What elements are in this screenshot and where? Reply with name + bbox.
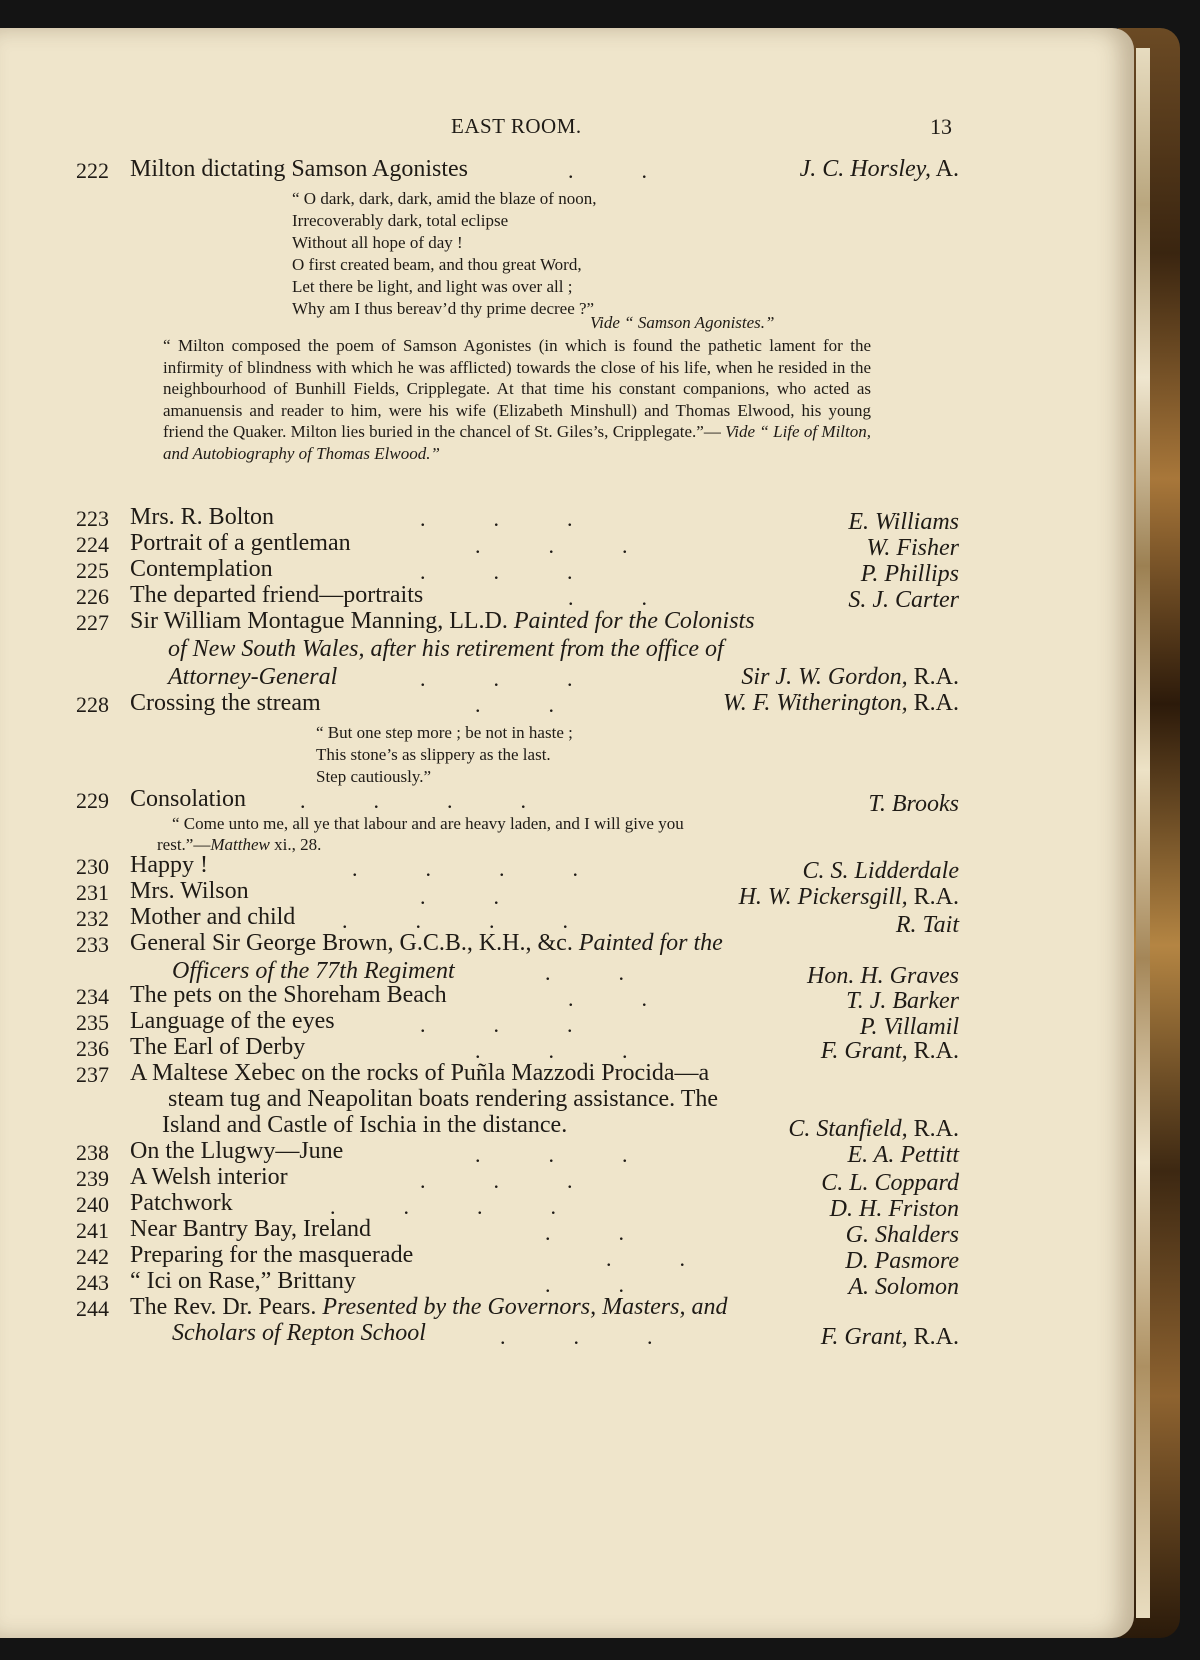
entry-artist: A. Solomon — [848, 1274, 959, 1300]
entry-title: Near Bantry Bay, Ireland — [130, 1216, 372, 1242]
leader-dots: .. — [545, 1272, 692, 1297]
entry-artist: E. A. Pettitt — [847, 1142, 959, 1168]
entry-title: The Earl of Derby — [130, 1034, 306, 1060]
entry-number: 237 — [76, 1062, 109, 1087]
entry-title: Happy ! — [130, 852, 208, 878]
entry-number: 231 — [76, 880, 109, 905]
leader-dots: ... — [475, 1038, 696, 1063]
entry-number: 222 — [76, 158, 109, 183]
entry-title: General Sir George Brown, G.C.B., K.H., &c. Painted for the — [130, 930, 723, 956]
entry-artist: W. Fisher — [866, 535, 959, 561]
leader-dots: .. — [568, 158, 715, 183]
entry-artist: C. S. Lidderdale — [802, 858, 959, 884]
entry-number: 232 — [76, 906, 109, 931]
entry-number: 240 — [76, 1192, 109, 1217]
entry-title-continued: Officers of the 77th Regiment — [172, 958, 455, 984]
entry-artist: H. W. Pickersgill, R.A. — [738, 884, 959, 910]
running-header: EAST ROOM. — [451, 114, 582, 138]
entry-artist: R. Tait — [895, 912, 959, 938]
entry-number: 224 — [76, 532, 109, 557]
entry-title: The pets on the Shoreham Beach — [130, 982, 447, 1008]
entry-number: 238 — [76, 1140, 109, 1165]
entry-title-continued: Attorney-General — [168, 664, 338, 690]
entry-number: 235 — [76, 1010, 109, 1035]
entry-title: The Rev. Dr. Pears. Presented by the Governors, Masters, and — [130, 1294, 728, 1320]
entry-title: Crossing the stream — [130, 690, 321, 716]
entry-artist: W. F. Witherington, R.A. — [722, 690, 959, 716]
consolation-quote: “ Come unto me, all ye that labour and are heavy laden, and I will give you — [172, 814, 684, 833]
entry-artist: P. Phillips — [860, 561, 959, 587]
entry-number: 223 — [76, 506, 109, 531]
entry-artist: Hon. H. Graves — [807, 963, 959, 989]
leader-dots: ... — [420, 1168, 641, 1193]
entry-title: Mrs. Wilson — [130, 878, 249, 904]
entry-title: Mrs. R. Bolton — [130, 504, 275, 530]
leader-dots: ... — [420, 666, 641, 691]
entry-title: Sir William Montague Manning, LL.D. Painted for the Colonists — [130, 608, 755, 634]
entry-number: 228 — [76, 692, 109, 717]
entry-number: 234 — [76, 984, 109, 1009]
marbled-page-edge — [1136, 48, 1150, 1618]
leader-dots: .. — [545, 1220, 692, 1245]
entry-title: Mother and child — [130, 904, 296, 930]
entry-artist: C. L. Coppard — [821, 1170, 959, 1196]
entry-title: The departed friend—portraits — [130, 582, 424, 608]
entry-number: 233 — [76, 932, 109, 957]
leader-dots: ... — [475, 1142, 696, 1167]
entry-artist: F. Grant, R.A. — [820, 1324, 959, 1350]
entry-artist: T. J. Barker — [846, 988, 959, 1014]
entry-title-continued: Scholars of Repton School — [172, 1320, 426, 1346]
leader-dots: ... — [500, 1324, 721, 1349]
entry-title: “ Ici on Rase,” Brittany — [130, 1268, 356, 1294]
entry-title: Consolation — [130, 786, 247, 812]
entry-title-continued: of New South Wales, after his retirement from the office of — [168, 636, 724, 662]
leader-dots: .... — [352, 856, 646, 881]
leader-dots: .... — [330, 1194, 624, 1219]
entry-title-continued: steam tug and Neapolitan boats rendering assistance. The — [168, 1086, 719, 1112]
entry-number: 244 — [76, 1296, 109, 1321]
leader-dots: .... — [342, 908, 636, 933]
entry-artist: F. Grant, R.A. — [820, 1038, 959, 1064]
entry-title: A Welsh interior — [130, 1164, 288, 1190]
entry-number: 230 — [76, 854, 109, 879]
entry-number: 241 — [76, 1218, 109, 1243]
leader-dots: ... — [475, 533, 696, 558]
entry-title: Contemplation — [130, 556, 273, 582]
leader-dots: .. — [568, 585, 715, 610]
entry-title: Preparing for the masquerade — [130, 1242, 414, 1268]
entry-artist: E. Williams — [848, 509, 959, 535]
entry-number: 227 — [76, 610, 109, 635]
entry-number: 239 — [76, 1166, 109, 1191]
entry-artist: D. H. Friston — [829, 1196, 959, 1222]
entry-title: Language of the eyes — [130, 1008, 335, 1034]
entry-title: Patchwork — [130, 1190, 233, 1216]
entry-artist: S. J. Carter — [848, 587, 959, 613]
entry-artist: D. Pasmore — [845, 1248, 959, 1274]
entry-number: 226 — [76, 584, 109, 609]
leader-dots: .. — [475, 692, 622, 717]
leader-dots: .. — [420, 884, 567, 909]
entry-artist: C. Stanfield, R.A. — [788, 1116, 959, 1142]
leader-dots: .. — [568, 986, 715, 1011]
leader-dots: ... — [420, 1012, 641, 1037]
milton-vide: Vide “ Samson Agonistes.” — [590, 313, 775, 332]
entry-artist: J. C. Horsley, A. — [799, 156, 959, 182]
consolation-quote-end: rest.”—Matthew xi., 28. — [157, 835, 322, 854]
catalogue-page — [0, 28, 1134, 1638]
page-number: 13 — [930, 114, 952, 139]
entry-title: Portrait of a gentleman — [130, 530, 351, 556]
entry-artist: G. Shalders — [845, 1222, 959, 1248]
leader-dots: .. — [606, 1246, 753, 1271]
entry-number: 236 — [76, 1036, 109, 1061]
leader-dots: ... — [420, 559, 641, 584]
entry-title: Milton dictating Samson Agonistes — [130, 156, 469, 182]
stream-verse: “ But one step more ; be not in haste ; This stone’s as slippery as the last. Step cautiously.” — [316, 723, 573, 786]
entry-artist: Sir J. W. Gordon, R.A. — [741, 664, 959, 690]
leader-dots: ... — [420, 506, 641, 531]
entry-number: 242 — [76, 1244, 109, 1269]
entry-artist: T. Brooks — [868, 791, 959, 817]
entry-title: On the Llugwy—June — [130, 1138, 344, 1164]
entry-number: 225 — [76, 558, 109, 583]
leader-dots: .. — [545, 960, 692, 985]
entry-number: 229 — [76, 788, 109, 813]
entry-title: A Maltese Xebec on the rocks of Puñla Mazzodi Procida—a — [130, 1060, 710, 1086]
entry-artist: P. Villamil — [859, 1014, 959, 1040]
milton-verse: “ O dark, dark, dark, amid the blaze of noon, Irrecoverably dark, total eclipse Without all hope of day ! O first created beam, and thou great Word, Let there be light, and light was over all ; Why am I thus bereav’d thy prime decree ?” — [292, 189, 597, 318]
entry-number: 243 — [76, 1270, 109, 1295]
entry-title-continued: Island and Castle of Ischia in the distance. — [162, 1112, 568, 1138]
leader-dots: .... — [300, 788, 594, 813]
milton-note: “ Milton composed the poem of Samson Agonistes (in which is found the pathetic lament for the infirmity of blindness with which he was afflicted) towards the close of his life, when he resided in the neighbourhood of Bunhill Fields, Cripplegate. At that time his constant companions, who acted as amanuensis and reader to him, were his wife (Elizabeth Minshull) and Thomas Elwood, his young friend the Quaker. Milton lies buried in the chancel of St. Giles’s, Cripplegate.”— Vide “ Life of Milton, and Autobiography of Thomas Elwood.” — [163, 336, 871, 463]
